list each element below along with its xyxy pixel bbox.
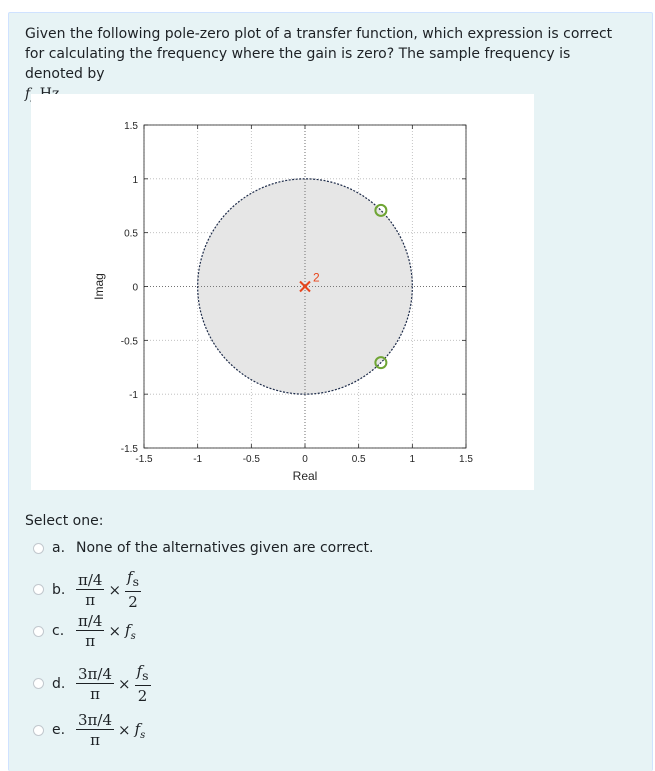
y-axis-label: Imag — [92, 273, 106, 300]
pole-zero-chart — [31, 94, 534, 490]
option-a-text: None of the alternatives given are correct. — [76, 540, 374, 556]
y-tick-label: 0 — [132, 282, 138, 294]
x-tick-label: -1 — [193, 454, 203, 465]
option-b[interactable] — [33, 568, 141, 611]
option-d-letter: d. — [52, 675, 66, 692]
times-sign: × — [108, 580, 122, 599]
option-d-radio[interactable] — [33, 678, 44, 689]
times-sign: × — [118, 674, 131, 693]
option-e-fraction: $\frac{3\pi/4}{\pi}$ — [78, 711, 112, 749]
option-d-fs-over-2: $\frac{f_s}{2}$ — [136, 662, 149, 705]
x-tick-label: -1.5 — [135, 454, 153, 465]
x-tick-label: 1 — [409, 454, 416, 465]
option-b-radio[interactable] — [33, 584, 44, 595]
x-tick-label: -0.5 — [242, 454, 260, 465]
pole-multiplicity-label: 2 — [313, 270, 320, 285]
pole-zero-plot — [31, 94, 534, 490]
option-a-letter: a. — [52, 540, 66, 556]
y-tick-label: -0.5 — [120, 336, 138, 348]
option-a[interactable] — [33, 540, 373, 556]
times-sign: × — [118, 721, 131, 739]
question-body: Given the following pole-zero plot of a transfer function, which expression is correct for calculating the frequency where the gain is zero? The sample frequency is denoted by — [25, 26, 613, 82]
x-tick-label: 0 — [302, 454, 308, 465]
option-d-fraction: $\frac{3\pi/4}{\pi}$ — [78, 664, 112, 703]
option-e[interactable] — [33, 711, 145, 749]
x-tick-label: 0.5 — [351, 454, 366, 465]
option-e-fs: $f_s$ — [134, 719, 146, 741]
option-a-radio[interactable] — [33, 543, 44, 554]
select-one-label: Select one: — [25, 513, 104, 529]
y-tick-label: 1.5 — [124, 121, 138, 132]
option-c-letter: c. — [52, 623, 65, 639]
option-d[interactable] — [33, 662, 151, 705]
x-axis-label: Real — [292, 469, 318, 483]
option-c[interactable] — [33, 612, 136, 650]
option-b-fs-over-2: $\frac{f_s}{2}$ — [127, 568, 140, 611]
option-c-radio[interactable] — [33, 626, 44, 637]
option-b-fraction: $\frac{\pi/4}{\pi}$ — [78, 570, 103, 609]
option-c-fraction: $\frac{\pi/4}{\pi}$ — [78, 612, 103, 650]
y-tick-label: -1.5 — [120, 444, 138, 455]
y-tick-label: 0.5 — [124, 228, 138, 240]
x-tick-label: 1.5 — [459, 454, 473, 465]
option-e-radio[interactable] — [33, 725, 44, 736]
y-tick-label: 1 — [132, 174, 138, 186]
times-sign: × — [108, 622, 122, 640]
fs-symbol: f — [25, 86, 31, 102]
y-tick-label: -1 — [129, 390, 138, 402]
option-c-fs: $f_s$ — [125, 620, 136, 642]
option-e-letter: e. — [52, 722, 66, 738]
option-b-letter: b. — [52, 581, 66, 598]
